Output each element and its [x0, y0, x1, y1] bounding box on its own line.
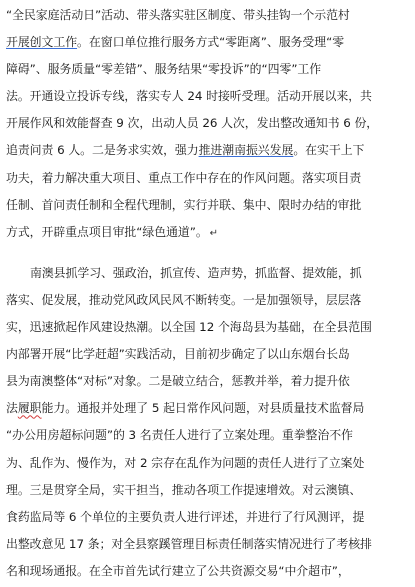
line-text: 能力。通报并处理了 5 起日常作风问题，对县质量技术监督局 [41, 401, 365, 416]
document-body [6, 2, 409, 585]
paragraph-1-line-9 [6, 219, 409, 246]
paragraph-1-line-4: 法。开通设立投诉专线，落实专人 24 时接听受理。活动开展以来，共 [6, 89, 372, 104]
line-text: 方式，开辟重点项目审批“绿色通道”。 [6, 224, 208, 239]
paragraph-2-line-3: 实，迅速掀起作风建设热潮。以全国 12 个海岛县为基础，在全县范围 [6, 320, 372, 335]
line-text: 。在窗口单位推行服务方式“零距离”、服务受理“零 [77, 35, 345, 50]
paragraph-2-line-9: 理。三是贯穿全局，实干担当，推动各项工作提速增效。对云澳镇、 [6, 482, 362, 497]
paragraph-2-line-12: 名和现场通报。在全市首先试行建立了公共资源交易“中介超市”， [6, 563, 350, 578]
paragraph-gap [6, 246, 409, 260]
paragraph-1-line-8: 任制、首问责任制和全程代理制，实行并联、集中、限时办结的审批 [6, 197, 362, 212]
paragraph-2-line-8: 为、乱作为、慢作为，对 2 宗存在乱作为问题的责任人进行了立案处 [6, 455, 365, 470]
paragraph-2-line-7: “办公用房超标问题”的 3 名责任人进行了立案处理。重拳整治不作 [6, 428, 353, 443]
underlined-phrase: 开展创文工作 [6, 35, 78, 50]
line-text: 法 [6, 401, 18, 416]
paragraph-2-line-11: 出整改意见 17 条；对全县察蹊管理目标责任制落实情况进行了考核排 [6, 536, 372, 551]
paragraph-1-line-3: 障碍”、服务质量“零差错”、服务结果“零投诉”的“四零”工作 [6, 62, 322, 77]
underlined-phrase: 推进潮南振兴发展 [198, 143, 294, 158]
paragraph-mark-icon: ↵ [209, 227, 219, 239]
spellcheck-marked-word: 履职 [17, 401, 42, 416]
paragraph-1-line-7: 功夫，着力解决重大项目、重点工作中存在的作风问题。落实项目责 [6, 170, 362, 185]
line-text: 追责问责 6 人。二是务求实效，强力 [6, 143, 199, 158]
paragraph-1-line-1: “全民家庭活动日”活动、带头落实驻区制度、带头挂钩一个示范村 [6, 8, 350, 22]
paragraph-2-line-1: 南澳县抓学习、强政治，抓宣传、造声势，抓监督、提效能，抓 [30, 265, 362, 280]
paragraph-1 [6, 2, 409, 246]
paragraph-2-line-6 [6, 395, 409, 422]
paragraph-1-line-2 [6, 29, 409, 56]
paragraph-2 [6, 260, 409, 585]
paragraph-1-line-5: 开展作风和效能督查 9 次，出动人员 26 人次，发出整改通知书 6 份， [6, 116, 379, 131]
paragraph-2-line-10: 食药监局等 6 个单位的主要负责人进行评述，并进行了行风测评，提 [6, 509, 365, 524]
paragraph-2-line-4: 内部署开展“比学赶超”实践活动，目前初步确定了以山东烟台长岛 [6, 347, 350, 362]
line-text: 。在实干上下 [293, 143, 365, 158]
paragraph-2-line-2: 落实、促发展，推动党风政风民风不断转变。一是加强领导，层层落 [6, 292, 362, 307]
paragraph-1-line-6 [6, 137, 409, 164]
paragraph-2-line-5: 县为南澳整体“对标”对象。二是破立结合，惩教并举，着力提升依 [6, 374, 350, 389]
